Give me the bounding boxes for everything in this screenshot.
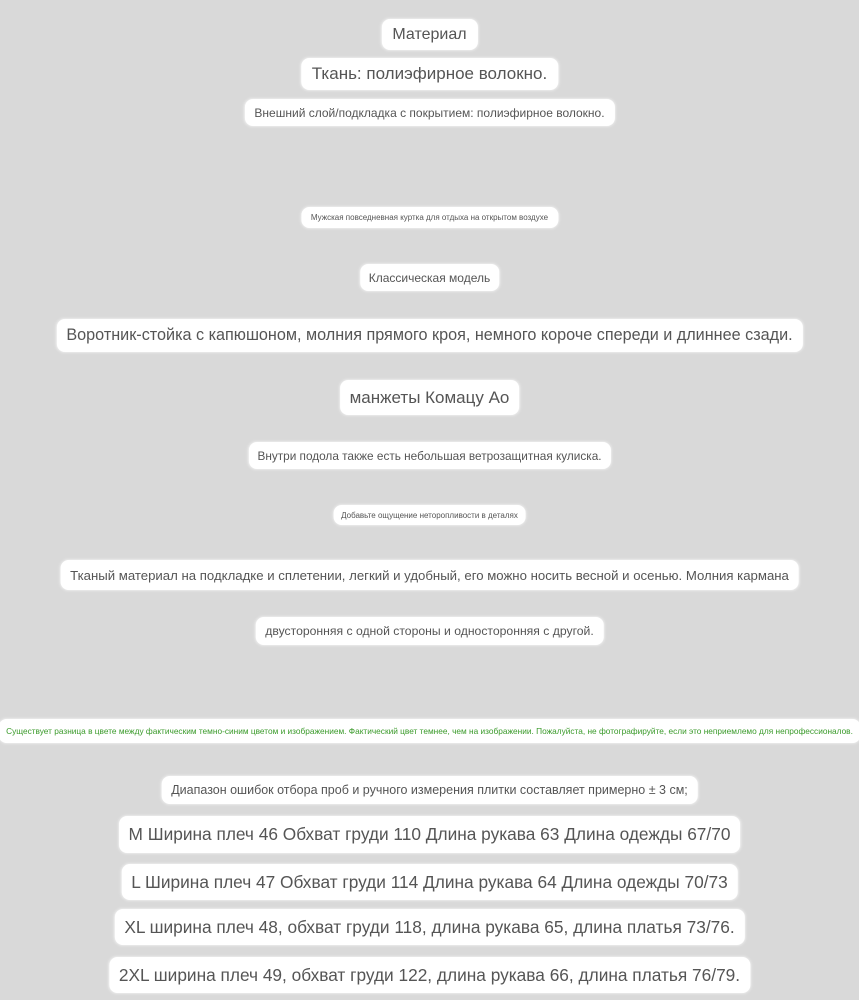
fabric-comfort-line: Тканый материал на подкладке и сплетении, легкий и удобный, его можно носить весной и осенью. Молния кармана — [60, 560, 799, 590]
size-m-row: M Ширина плеч 46 Обхват груди 110 Длина рукава 63 Длина одежды 67/70 — [119, 816, 741, 853]
collar-line: Воротник-стойка с капюшоном, молния прямого кроя, немного короче спереди и длиннее сзади. — [56, 319, 802, 352]
size-l-row: L Ширина плеч 47 Обхват груди 114 Длина рукава 64 Длина одежды 70/73 — [121, 864, 737, 900]
cuffs-line: манжеты Комацу Ао — [340, 380, 520, 415]
classic-model-line: Классическая модель — [360, 264, 500, 291]
size-xl-row: XL ширина плеч 48, обхват груди 118, длина рукава 65, длина платья 73/76. — [114, 909, 744, 945]
outer-layer-line: Внешний слой/подкладка с покрытием: полиэфирное волокно. — [244, 99, 614, 126]
material-heading: Материал — [381, 19, 477, 50]
size-2xl-row: 2XL ширина плеч 49, обхват груди 122, длина рукава 66, длина платья 76/79. — [109, 957, 750, 993]
details-line: Добавьте ощущение неторопливости в деталях — [333, 505, 526, 525]
hem-line: Внутри подола также есть небольшая ветрозащитная кулиска. — [248, 442, 610, 469]
measurement-error-line: Диапазон ошибок отбора проб и ручного измерения плитки составляет примерно ± 3 см; — [161, 776, 698, 804]
zipper-line: двусторонняя с одной стороны и односторонняя с другой. — [255, 617, 603, 645]
fabric-line: Ткань: полиэфирное волокно. — [301, 58, 558, 90]
color-notice: Существует разница в цвете между фактическим темно-синим цветом и изображением. Фактический цвет темнее, чем на изображении. Пожалуйста, не фотографируйте, если это неприемлемо для непрофессионалов. — [0, 719, 859, 743]
jacket-description-line: Мужская повседневная куртка для отдыха на открытом воздухе — [301, 207, 558, 228]
